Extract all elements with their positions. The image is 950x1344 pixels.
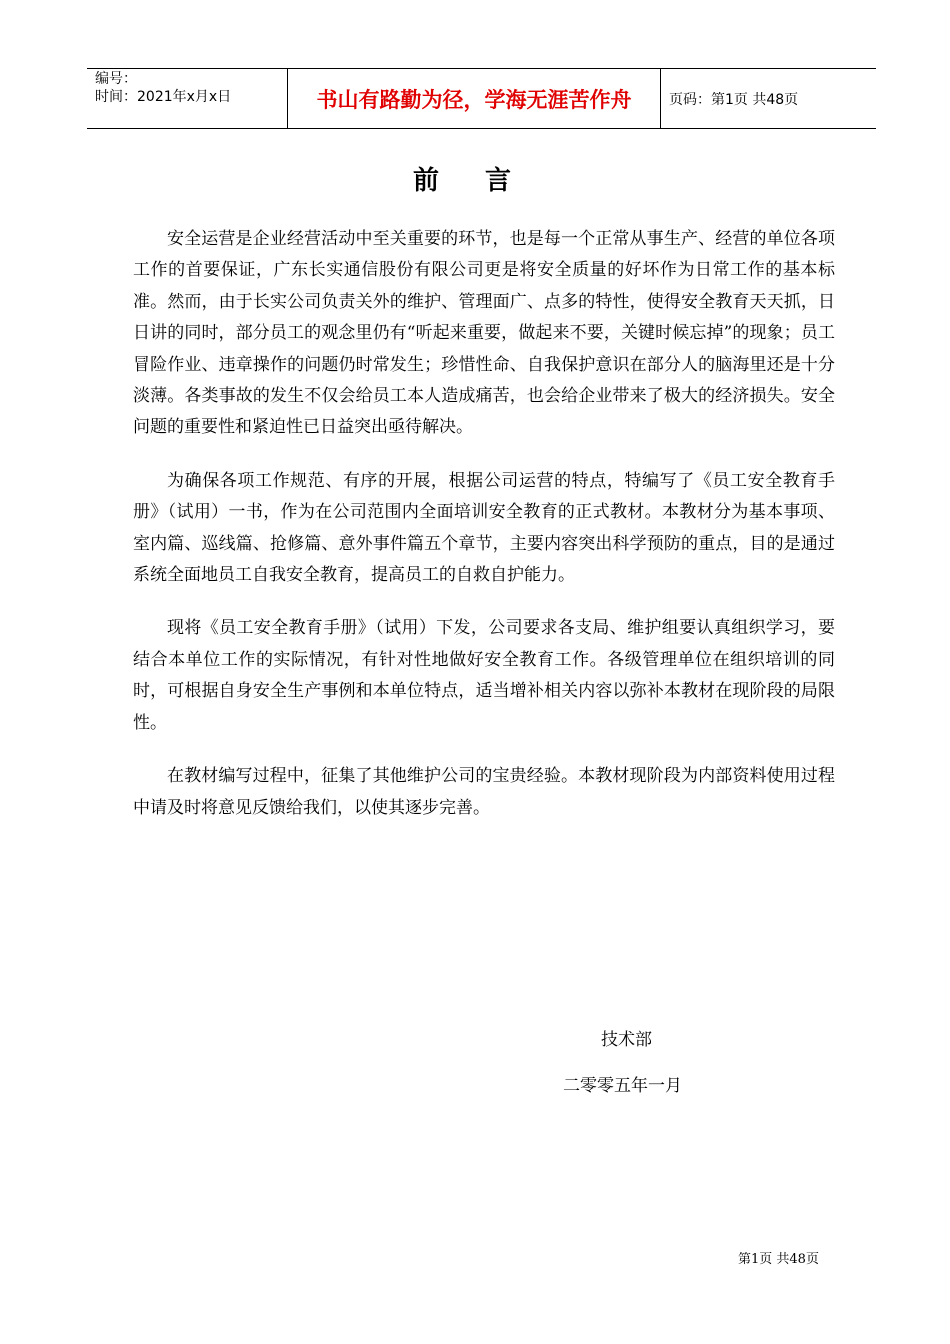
header-motto: 书山有路勤为径，学海无涯苦作舟 (288, 69, 661, 128)
paragraph: 安全运营是企业经营活动中至关重要的环节，也是每一个正常从事生产、经营的单位各项工作的首要保证，广东长实通信股份有限公司更是将安全质量的好坏作为日常工作的基本标准。然而，由于长实公司负责关外的维护、管理面广、点多的特性，使得安全教育天天抓，日日讲的同时，部分员工的观念里仍有“听起来重要，做起来不要，关键时候忘掉”的现象；员工冒险作业、违章操作的问题仍时常发生；珍惜性命、自我保护意识在部分人的脑海里还是十分淡薄。各类事故的发生不仅会给员工本人造成痛苦，也会给企业带来了极大的经济损失。安全问题的重要性和紧迫性已日益突出亟待解决。 (133, 229, 835, 438)
paragraph: 现将《员工安全教育手册》（试用）下发，公司要求各支局、维护组要认真组织学习，要结合本单位工作的实际情况，有针对性地做好安全教育工作。各级管理单位在组织培训的同时，可根据自身安全生产事例和本单位特点，适当增补相关内容以弥补本教材在现阶段的局限性。 (133, 618, 835, 733)
header-number-label: 编号： (95, 71, 137, 87)
document-title: 前言 (412, 166, 557, 196)
page-footer: 第1页 共48页 (738, 1252, 819, 1267)
paragraph: 为确保各项工作规范、有序的开展，根据公司运营的特点，特编写了《员工安全教育手册》（试用）一书，作为在公司范围内全面培训安全教育的正式教材。本教材分为基本事项、室内篇、巡线篇、抢修篇、意外事件篇五个章节，主要内容突出科学预防的重点，目的是通过系统全面地员工自我安全教育，提高员工的自救自护能力。 (133, 470, 835, 586)
paragraph: 在教材编写过程中，征集了其他维护公司的宝贵经验。本教材现阶段为内部资料使用过程中请及时将意见反馈给我们，以使其逐步完善。 (133, 766, 835, 818)
page-header (87, 68, 876, 129)
header-page-info: 页码：第1页 共48页 (669, 91, 799, 108)
header-meta-cell (87, 69, 288, 128)
signature-department: 技术部 (601, 1030, 652, 1050)
document-body (133, 224, 835, 846)
header-time-label: 时间：2021年x月x日 (95, 89, 232, 105)
signature-date: 二零零五年一月 (563, 1076, 682, 1096)
